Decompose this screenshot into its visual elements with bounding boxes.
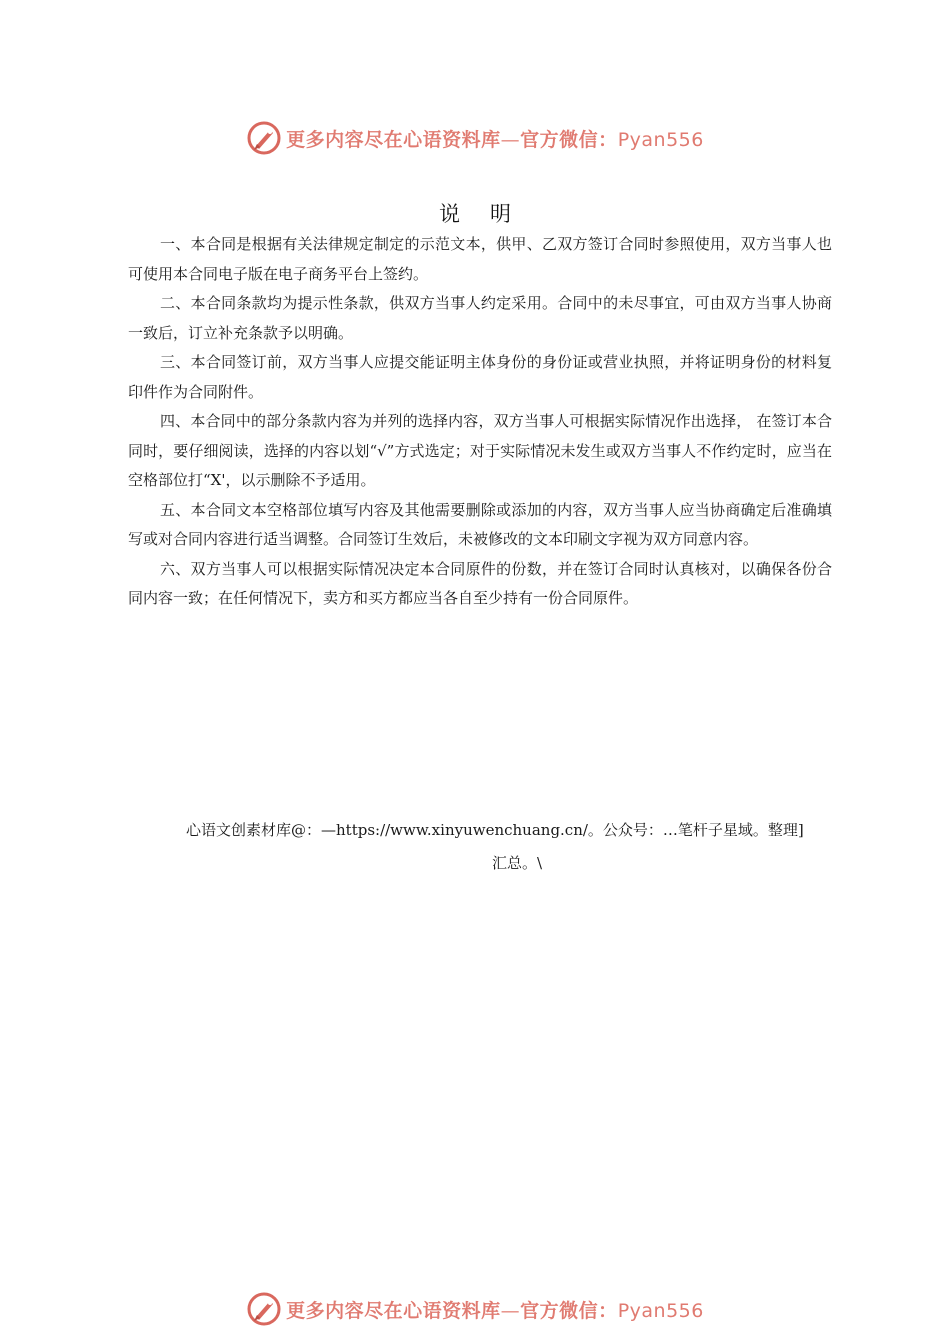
top-watermark	[0, 116, 950, 160]
source-note-line-2: 汇总。\	[492, 854, 543, 872]
watermark-label: 官方微信：	[520, 128, 618, 151]
paragraph-1: 一、本合同是根据有关法律规定制定的示范文本，供甲、乙双方签订合同时参照使用，双方当事人也可使用本合同电子版在电子商务平台上签约。	[128, 235, 832, 283]
source-note	[186, 814, 876, 880]
pen-logo-icon	[246, 1291, 282, 1327]
watermark-text	[286, 1296, 704, 1323]
watermark-main-text: 更多内容尽在心语资料库	[286, 1299, 501, 1322]
bottom-watermark	[0, 1287, 950, 1331]
watermark-text	[286, 125, 704, 152]
source-note-line-1: 心语文创素材库@：—https://www.xinyuwenchuang.cn/。公众号：…笔杆子星域。整理]	[186, 821, 804, 839]
paragraph-6: 六、双方当事人可以根据实际情况决定本合同原件的份数，并在签订合同时认真核对，以确保各份合同内容一致；在任何情况下，卖方和买方都应当各自至少持有一份合同原件。	[128, 559, 832, 607]
watermark-separator: —	[500, 128, 521, 151]
watermark-wechat-id: Pyan556	[617, 128, 704, 151]
watermark-wechat-id: Pyan556	[617, 1299, 704, 1322]
document-title: 说明	[439, 202, 541, 226]
watermark-label: 官方微信：	[520, 1299, 618, 1322]
paragraph-3: 三、本合同签订前，双方当事人应提交能证明主体身份的身份证或营业执照，并将证明身份的材料复印件作为合同附件。	[128, 353, 832, 401]
paragraph-5: 五、本合同文本空格部位填写内容及其他需要删除或添加的内容，双方当事人应当协商确定后准确填写或对合同内容进行适当调整。合同签订生效后，未被修改的文本印刷文字视为双方同意内容。	[128, 500, 832, 548]
watermark-main-text: 更多内容尽在心语资料库	[286, 128, 501, 151]
pen-logo-icon	[246, 120, 282, 156]
watermark-separator: —	[500, 1299, 521, 1322]
document-body	[128, 230, 832, 614]
paragraph-2: 二、本合同条款均为提示性条款，供双方当事人约定采用。合同中的未尽事宜，可由双方当事人协商一致后，订立补充条款予以明确。	[128, 294, 832, 342]
paragraph-4: 四、本合同中的部分条款内容为并列的选择内容，双方当事人可根据实际情况作出选择， 在签订本合同时，要仔细阅读，选择的内容以划“√”方式选定；对于实际情况未发生或双方当事人不作约定时，应当在空格部位打“X'，以示删除不予适用。	[128, 412, 832, 489]
